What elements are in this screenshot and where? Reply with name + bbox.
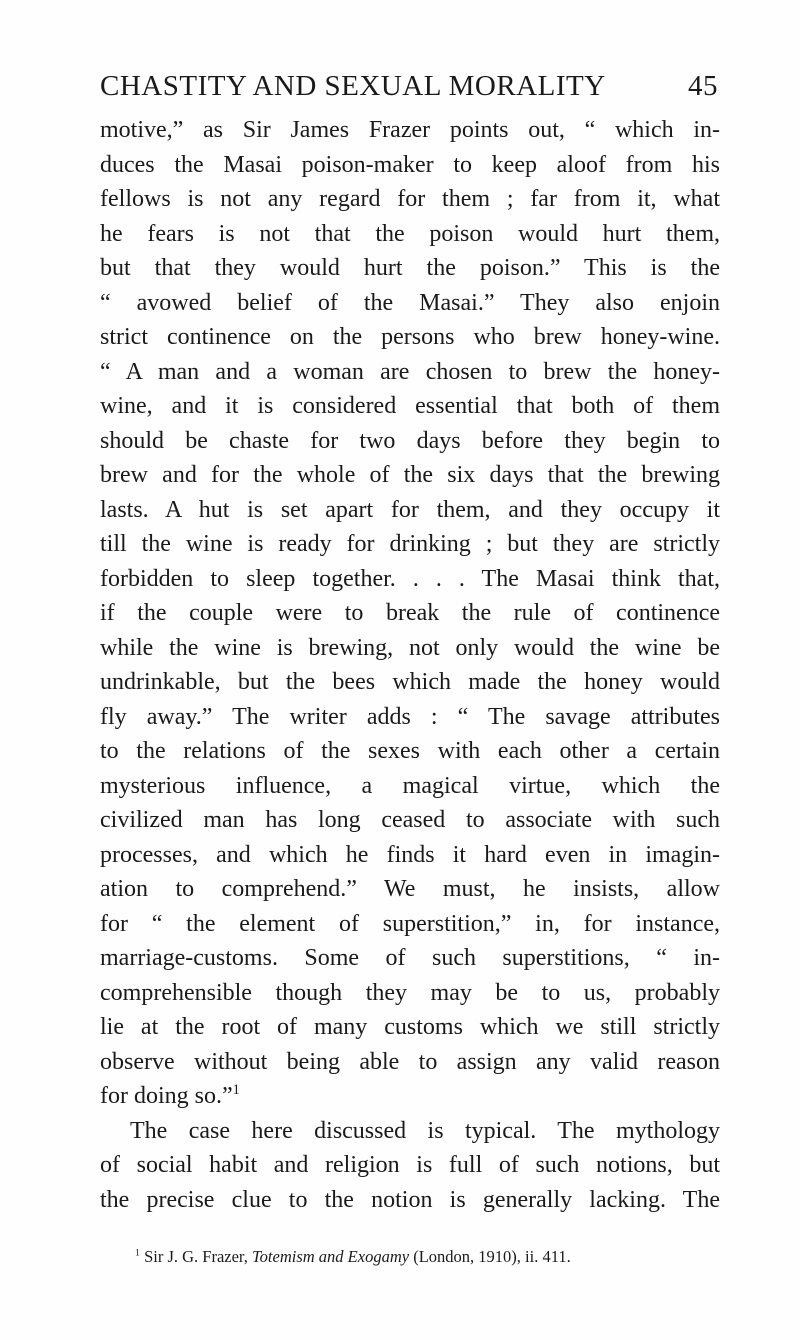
footnote-citation: (London, 1910), ii. 411. xyxy=(413,1247,571,1266)
text-line: observe without being able to assign any valid reason xyxy=(100,1048,720,1075)
text-line: forbidden to sleep together. . . . The Masai think that, xyxy=(100,565,720,592)
text-line: lie at the root of many customs which we still strictly xyxy=(100,1014,720,1040)
text-line: fly away.” The writer adds : “ The savage attributes xyxy=(100,703,720,730)
text-line: lasts. A hut is set apart for them, and they occupy it xyxy=(100,496,720,523)
text-line: duces the Masai poison-maker to keep aloof from his xyxy=(100,151,720,178)
text-line: brew and for the whole of the six days that the brewing xyxy=(100,462,720,488)
text-line: mysterious influence, a magical virtue, which the xyxy=(100,772,720,799)
text-line: strict continence on the persons who brew honey-wine. xyxy=(100,324,720,350)
body-text xyxy=(100,113,720,1217)
text-line: “ A man and a woman are chosen to brew the honey- xyxy=(100,358,720,385)
running-title: CHASTITY AND SEXUAL MORALITY xyxy=(100,70,606,102)
footnote-reference[interactable]: 1 xyxy=(232,1082,240,1098)
footnote-author: Sir J. G. Frazer, xyxy=(144,1247,248,1266)
text-line: of social habit and religion is full of such notions, but xyxy=(100,1152,720,1178)
text-line: for “ the element of superstition,” in, for instance, xyxy=(100,910,720,937)
text-line: processes, and which he finds it hard even in imagin- xyxy=(100,841,720,868)
text-line: motive,” as Sir James Frazer points out, “ which in- xyxy=(100,117,720,143)
text-line: but that they would hurt the poison.” This is the xyxy=(100,255,720,281)
text-line: the precise clue to the notion is generally lacking. The xyxy=(100,1186,720,1213)
text-line: while the wine is brewing, not only would the wine be xyxy=(100,634,720,661)
text-line: wine, and it is considered essential that both of them xyxy=(100,393,720,419)
text-line-last xyxy=(100,1079,720,1114)
text-line: “ avowed belief of the Masai.” They also enjoin xyxy=(100,289,720,316)
text-line: comprehensible though they may be to us, probably xyxy=(100,979,720,1006)
text-line: The case here discussed is typical. The mythology xyxy=(130,1117,720,1144)
text-line: ation to comprehend.” We must, he insists, allow xyxy=(100,876,720,902)
text-line: to the relations of the sexes with each other a certain xyxy=(100,738,720,764)
footnote-title: Totemism and Exogamy xyxy=(252,1247,410,1266)
text-line: civilized man has long ceased to associate with such xyxy=(100,807,720,833)
text-line: he fears is not that the poison would hurt them, xyxy=(100,220,720,247)
page-number: 45 xyxy=(688,70,718,102)
footnote-marker: 1 xyxy=(135,1247,140,1259)
text-line: undrinkable, but the bees which made the honey would xyxy=(100,669,720,695)
text-line: marriage-customs. Some of such superstitions, “ in- xyxy=(100,945,720,971)
text-line: if the couple were to break the rule of continence xyxy=(100,600,720,626)
text-line: should be chaste for two days before they begin to xyxy=(100,427,720,454)
text-line: till the wine is ready for drinking ; but they are strictly xyxy=(100,531,720,557)
footnote xyxy=(135,1245,720,1269)
paragraph-end-text: for doing so.” xyxy=(100,1083,233,1109)
text-line: fellows is not any regard for them ; far from it, what xyxy=(100,186,720,212)
running-head xyxy=(100,66,720,106)
